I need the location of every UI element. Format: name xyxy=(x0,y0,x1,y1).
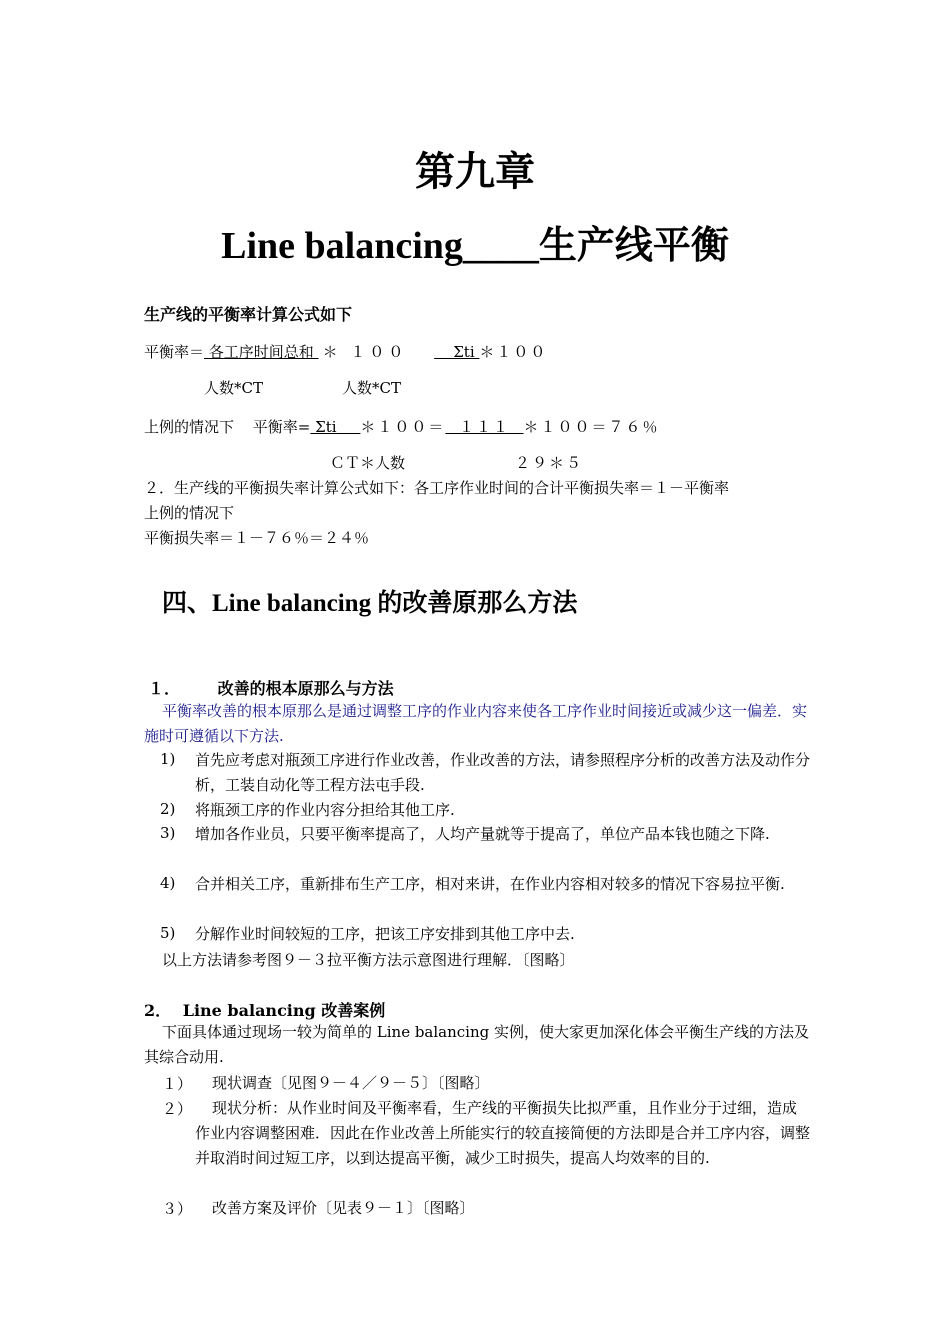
section1-number: １． xyxy=(148,679,181,698)
example-denominator-1: ＣＴ＊人数 xyxy=(330,454,406,472)
formula-denominator-2: 人数*CT xyxy=(342,379,401,397)
loss-formula-line: ２．生产线的平衡损失率计算公式如下：各工序作业时间的合计平衡损失率＝１－平衡率 xyxy=(144,479,730,497)
formula-numerator: 各工序时间总和 xyxy=(204,343,319,361)
chapter-title: 第九章 xyxy=(415,149,535,195)
section2-intro: 下面具体通过现场一较为简单的 Line balancing 实例，使大家更加深化体会平衡生产线的方法及其综合动用. xyxy=(144,1023,810,1066)
example-end: ＊１００＝７６％ xyxy=(523,418,660,436)
formula-sigma: Σti xyxy=(434,343,480,361)
formula-denominator-1: 人数*CT xyxy=(204,379,263,397)
s1-item-3-text: 增加各作业员，只要平衡率提高了，人均产量就等于提高了，单位产品本钱也随之下降. xyxy=(195,825,770,843)
section1-title: 改善的根本原那么与方法 xyxy=(217,679,394,698)
example-mid: ＊１００＝ xyxy=(360,418,446,436)
section2-number: 2． xyxy=(144,1001,172,1020)
formula-times-b: ＊１００ xyxy=(479,343,548,361)
s1-item-3-number: 3) xyxy=(160,824,176,842)
example-numerator: １１１ xyxy=(445,418,524,436)
title-chinese: 生产线平衡 xyxy=(538,223,729,267)
formula-line xyxy=(144,341,547,362)
s1-item-5-number: 5) xyxy=(160,924,176,942)
formula-label: 平衡率＝ xyxy=(144,343,205,361)
section1-intro: 平衡率改善的根本原那么是通过调整工序的作业内容来使各工序作业时间接近或减少这一偏差．实施时可遵循以下方法. xyxy=(144,702,808,745)
s1-item-5-text: 分解作业时间较短的工序，把该工序安排到其他工序中去. xyxy=(195,925,575,943)
formula-times: ＊ １００ xyxy=(322,343,408,361)
example-sigma: Σti xyxy=(310,418,361,436)
part4-heading: 四、Line balancing 的改善原那么方法 xyxy=(162,590,578,617)
s2-item-1-text: 现状调查〔见图９－４／９－５〕〔图略〕 xyxy=(212,1074,490,1092)
s2-item-3-number: ３） xyxy=(162,1200,193,1218)
example-line xyxy=(144,416,660,437)
s1-item-4-text: 合并相关工序，重新排布生产工序，相对来讲，在作业内容相对较多的情况下容易拉平衡. xyxy=(195,875,785,893)
section-heading: 生产线的平衡率计算公式如下 xyxy=(144,305,353,324)
s1-item-1-text: 首先应考虑对瓶颈工序进行作业改善，作业改善的方法，请参照程序分析的改善方法及动作分析，工装自动化等工程方法屯手段. xyxy=(195,751,811,794)
page-title xyxy=(0,214,950,269)
s2-item-3-text: 改善方案及评价〔见表９－１〕〔图略〕 xyxy=(212,1199,475,1217)
section2-heading xyxy=(144,998,385,1021)
example-denominator-2: ２９＊５ xyxy=(515,454,584,472)
loss-case-line: 上例的情况下 xyxy=(144,504,235,522)
title-english: Line balancing____ xyxy=(221,225,539,267)
s1-item-4-number: 4) xyxy=(160,874,176,892)
s1-item-2-text: 将瓶颈工序的作业内容分担给其他工序. xyxy=(195,801,455,819)
s2-item-1-number: １） xyxy=(162,1075,193,1093)
s1-item-1-number: 1) xyxy=(160,750,176,768)
s1-item-2-number: 2) xyxy=(160,800,176,818)
section1-note: 以上方法请参考图９－３拉平衡方法示意图进行理解．〔图略〕 xyxy=(162,951,575,969)
section2-title: Line balancing 改善案例 xyxy=(182,1001,386,1020)
s2-item-2-number: ２） xyxy=(162,1100,193,1118)
loss-calc-line: 平衡损失率＝１－７６％＝２４％ xyxy=(144,529,370,547)
section1-heading xyxy=(148,676,394,699)
example-label: 上例的情况下 xyxy=(144,418,235,436)
s2-item-2-text: 现状分析：从作业时间及平衡率看，生产线的平衡损失比拟严重，且作业分于过细，造成作业内容调整困难．因此在作业改善上所能实行的较直接简便的方法即是合并工序内容，调整并取消时间过短工序，以到达提高平衡，减少工时损失，提高人均效率的目的. xyxy=(195,1099,811,1167)
example-rate-label: 平衡率= xyxy=(252,418,311,436)
